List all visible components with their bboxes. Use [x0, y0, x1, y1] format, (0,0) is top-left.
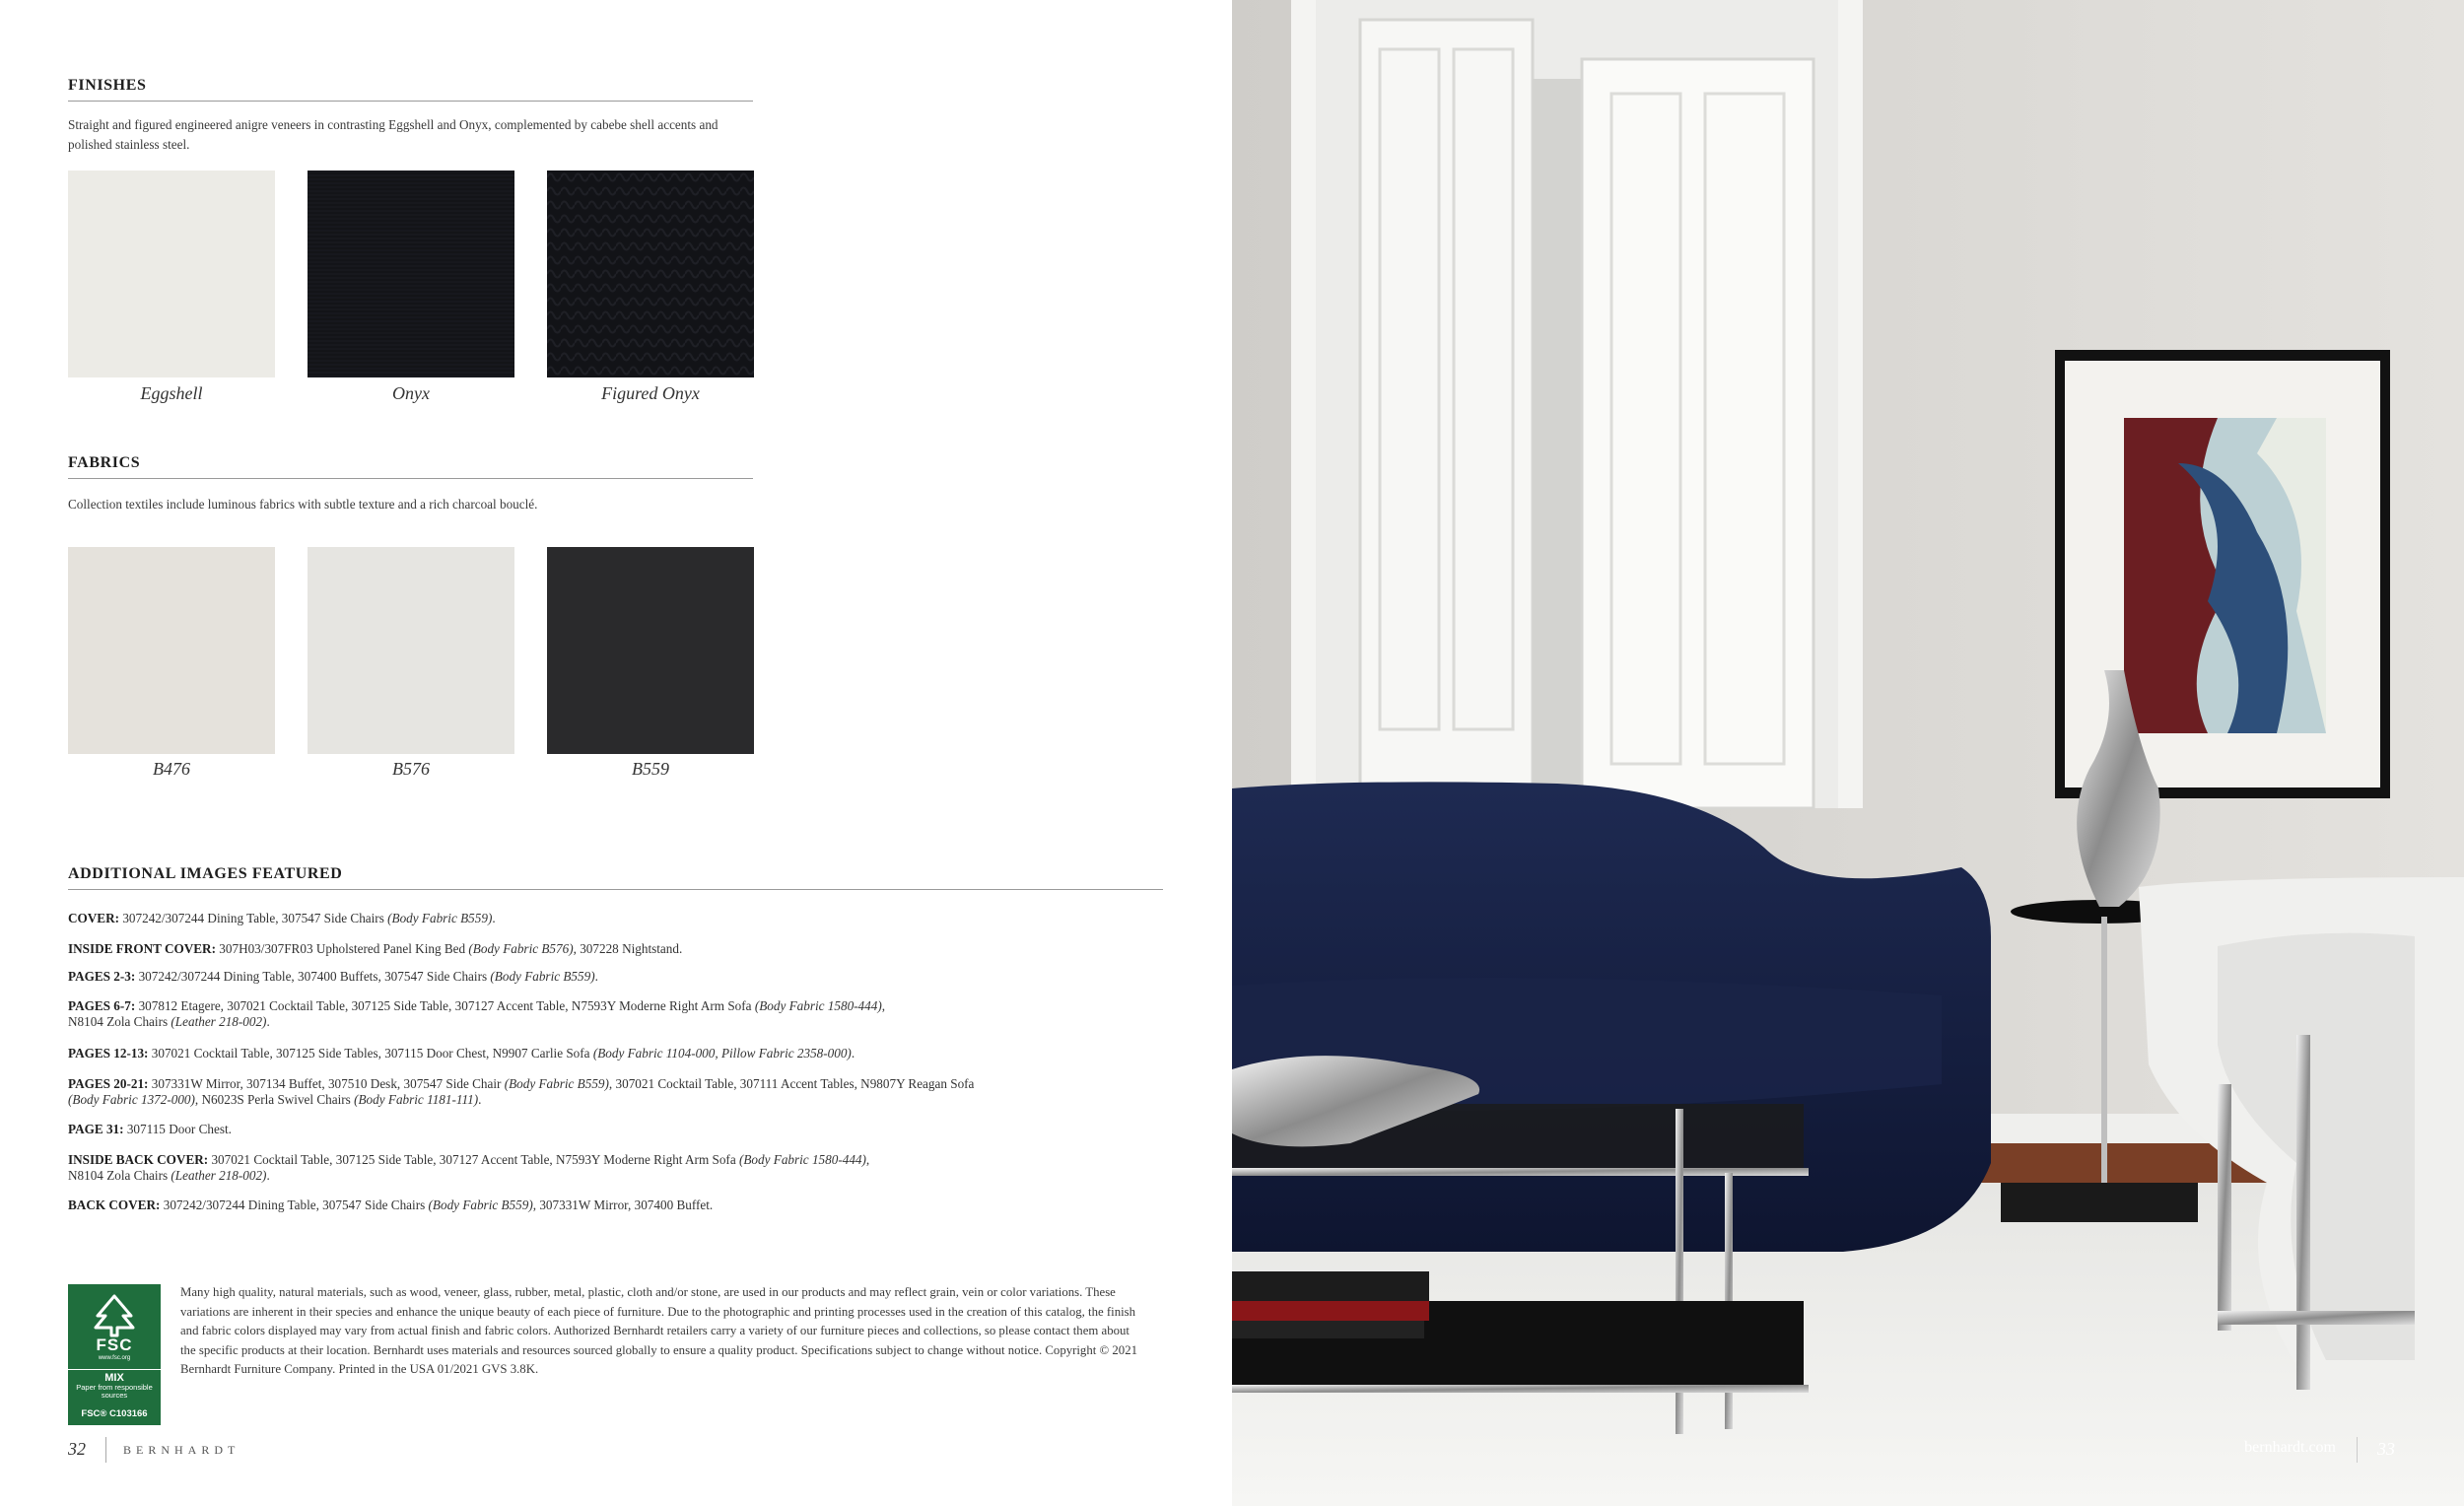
figured-onyx-texture: [547, 171, 754, 377]
entry-text: 307115 Door Chest.: [123, 1122, 232, 1136]
folio-divider-right: [2357, 1437, 2358, 1463]
entry-text: 307812 Etagere, 307021 Cocktail Table, 307125 Side Table, 307127 Accent Table, N7593Y Moderne Right Arm Sofa: [135, 998, 755, 1013]
disclaimer: Many high quality, natural materials, such as wood, veneer, glass, rubber, metal, plastic, cloth and/or stone, are used in our products and may reflect grain, vein or color variations. These variations are inherent in their species and enhance the unique beauty of each piece of furniture. Due to the photographic and printing processes used in the creation of this catalog, the finish and fabric colors displayed may vary from actual finish and fabric colors. Authorized Bernhardt retailers carry a variety of our furniture pieces and collections, so please contact them about the specific products at their location. Bernhardt uses materials and resources sourced globally to ensure a quality product. Specifications subject to change without notice. Copyright © 2021 Bernhardt Furniture Company. Printed in the USA 01/2021 GVS 3.8K.: [180, 1285, 1138, 1376]
featured-entry-pages-6-7: [68, 998, 1152, 1030]
entry-tail: .: [492, 911, 496, 925]
swatch-b559: [547, 547, 754, 754]
swatch-label-b559: B559: [632, 759, 669, 779]
fsc-tree-icon: [90, 1294, 139, 1337]
featured-entry-pages-2-3: [68, 969, 1152, 985]
entry-tail: , 307331W Mirror, 307400 Buffet.: [532, 1198, 714, 1212]
swatch-b476: [68, 547, 275, 754]
entry-key: PAGES 6-7:: [68, 998, 136, 1013]
page-number-right: 33: [2377, 1439, 2395, 1459]
entry-tail: , 307228 Nightstand.: [573, 941, 683, 956]
entry-key: PAGES 12-13:: [68, 1046, 149, 1061]
fsc-brand: FSC: [96, 1335, 133, 1354]
entry-text: 307242/307244 Dining Table, 307547 Side Chairs: [160, 1198, 429, 1212]
entry-text: 307021 Cocktail Table, 307125 Side Table, 307127 Accent Table, N7593Y Moderne Right Arm Sofa: [208, 1152, 739, 1167]
entry-text: 307021 Cocktail Table, 307125 Side Tables, 307115 Door Chest, N9907 Carlie Sofa: [148, 1046, 593, 1061]
featured-entry-inside-front-cover: [68, 941, 1152, 957]
entry-tail2: .: [266, 1168, 270, 1183]
entry-line2: N8104 Zola Chairs: [68, 1168, 171, 1183]
fsc-mix: MIX: [68, 1369, 161, 1384]
finishes-intro: Straight and figured engineered anigre veneers in contrasting Eggshell and Onyx, complemented by cabebe shell accents and polished stainless steel.: [68, 117, 719, 152]
fsc-logo: [68, 1284, 161, 1425]
swatch-label-onyx: Onyx: [392, 383, 430, 403]
room-photo: [1232, 0, 2464, 1506]
swatch-label-b476: B476: [153, 759, 190, 779]
entry-text: 307242/307244 Dining Table, 307400 Buffets, 307547 Side Chairs: [135, 969, 491, 984]
entry-tail2: , N6023S Perla Swivel Chairs: [194, 1092, 355, 1107]
open-door-left: [1360, 20, 1533, 798]
featured-heading: ADDITIONAL IMAGES FEATURED: [68, 865, 1163, 890]
swatch-label-figured-onyx: Figured Onyx: [601, 383, 700, 403]
entry-key: INSIDE FRONT COVER:: [68, 941, 216, 956]
swatch-eggshell: [68, 171, 275, 377]
entry-italic: (Body Fabric B559): [428, 1198, 533, 1212]
entry-italic: (Body Fabric B576): [468, 941, 574, 956]
entry-key: COVER:: [68, 911, 120, 925]
brand-wordmark: BERNHARDT: [123, 1443, 240, 1457]
onyx-grain-texture: [308, 171, 514, 377]
entry-key: PAGES 20-21:: [68, 1076, 149, 1091]
swatch-label-eggshell: Eggshell: [140, 383, 203, 403]
entry-line2: N8104 Zola Chairs: [68, 1014, 171, 1029]
book-stack: [1232, 1271, 1429, 1301]
fabrics-heading: FABRICS: [68, 454, 753, 479]
entry-text: 307242/307244 Dining Table, 307547 Side Chairs: [119, 911, 388, 925]
fsc-code: FSC® C103166: [81, 1408, 148, 1419]
entry-key: PAGES 2-3:: [68, 969, 136, 984]
entry-italic2: (Body Fabric 1372-000): [68, 1092, 195, 1107]
entry-tail: ,: [865, 1152, 870, 1167]
entry-text: 307331W Mirror, 307134 Buffet, 307510 Desk, 307547 Side Chair: [148, 1076, 505, 1091]
fsc-paper: Paper from responsible sources: [76, 1383, 153, 1400]
website-url: bernhardt.com: [2244, 1439, 2336, 1456]
folio-divider: [105, 1437, 106, 1463]
page-number-left: 32: [68, 1439, 86, 1459]
entry-key: PAGE 31:: [68, 1122, 124, 1136]
entry-tail: .: [851, 1046, 856, 1061]
entry-italic: (Body Fabric 1104-000, Pillow Fabric 2358-000): [592, 1046, 852, 1061]
swatch-onyx: [308, 171, 514, 377]
featured-entry-pages-12-13: [68, 1046, 1152, 1061]
entry-tail2: .: [266, 1014, 270, 1029]
entry-tail: , 307021 Cocktail Table, 307111 Accent Tables, N9807Y Reagan Sofa: [608, 1076, 975, 1091]
fabrics-intro: Collection textiles include luminous fabrics with subtle texture and a rich charcoal bouclé.: [68, 497, 538, 512]
swatch-b576: [308, 547, 514, 754]
fsc-url: www.fsc.org: [98, 1355, 131, 1361]
entry-italic3: (Body Fabric 1181-111): [354, 1092, 479, 1107]
entry-italic2: (Leather 218-002): [171, 1168, 267, 1183]
swatch-figured-onyx: [547, 171, 754, 377]
entry-italic: (Body Fabric B559): [490, 969, 595, 984]
entry-italic2: (Leather 218-002): [171, 1014, 267, 1029]
featured-entry-pages-20-21: [68, 1076, 1152, 1108]
swatch-label-b576: B576: [392, 759, 430, 779]
open-door-right: [1582, 59, 1814, 808]
entry-italic: (Body Fabric B559): [504, 1076, 609, 1091]
living-room-illustration: [1232, 0, 2464, 1506]
entry-italic: (Body Fabric 1580-444): [738, 1152, 866, 1167]
featured-entry-back-cover: [68, 1198, 1152, 1213]
entry-key: INSIDE BACK COVER:: [68, 1152, 209, 1167]
entry-tail3: .: [478, 1092, 482, 1107]
entry-text: 307H03/307FR03 Upholstered Panel King Bed: [215, 941, 469, 956]
featured-entry-inside-back-cover: [68, 1152, 1152, 1184]
featured-entry-cover: [68, 911, 1152, 926]
entry-key: BACK COVER:: [68, 1198, 161, 1212]
entry-tail: .: [594, 969, 598, 984]
entry-italic: (Body Fabric 1580-444): [754, 998, 882, 1013]
featured-entry-page-31: [68, 1122, 1152, 1137]
entry-italic: (Body Fabric B559): [387, 911, 493, 925]
entry-tail: ,: [881, 998, 886, 1013]
finishes-heading: FINISHES: [68, 77, 753, 102]
